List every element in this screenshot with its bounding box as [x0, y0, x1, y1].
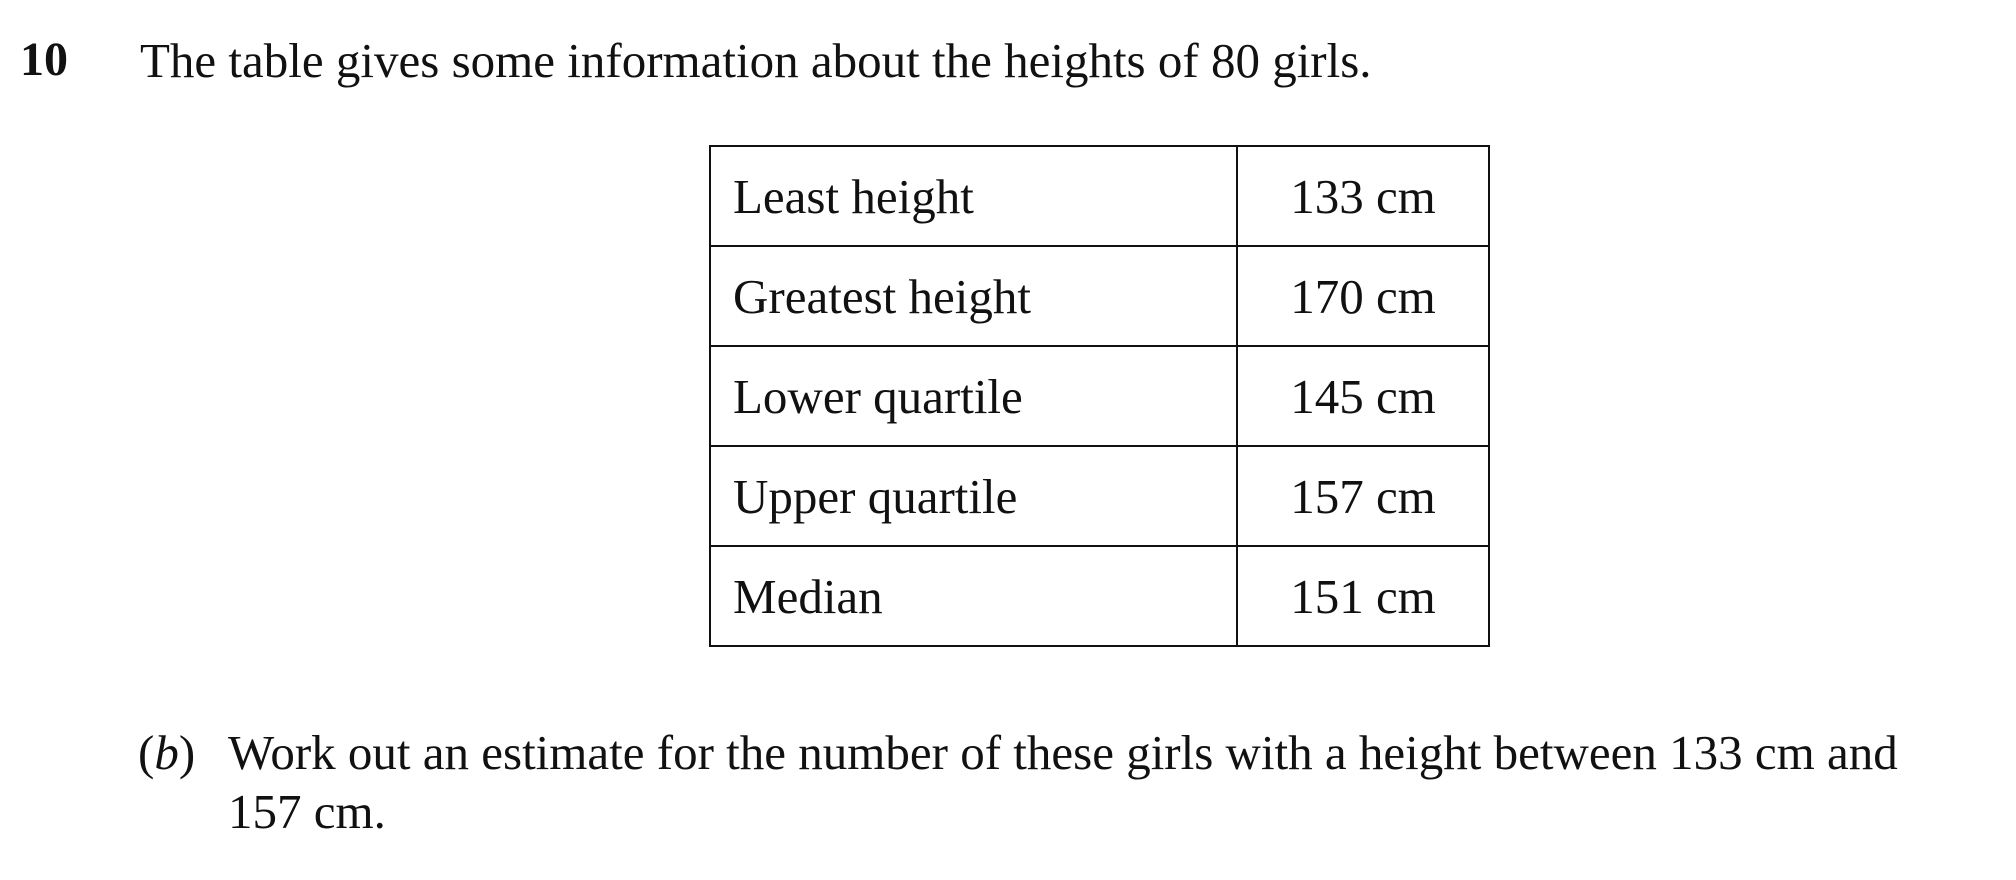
- row-label: Least height: [710, 146, 1237, 246]
- part-b-line-2: 157 cm.: [228, 784, 386, 839]
- row-value: 157 cm: [1237, 446, 1489, 546]
- row-value: 133 cm: [1237, 146, 1489, 246]
- row-value: 170 cm: [1237, 246, 1489, 346]
- row-label: Upper quartile: [710, 446, 1237, 546]
- question-number: 10: [20, 33, 68, 86]
- part-b-label: [138, 725, 196, 780]
- table-row: [710, 446, 1489, 546]
- question-stem: The table gives some information about the heights of 80 girls.: [140, 33, 1372, 88]
- row-label: Median: [710, 546, 1237, 646]
- table-row: [710, 246, 1489, 346]
- part-b-letter: b: [154, 725, 179, 780]
- row-label: Greatest height: [710, 246, 1237, 346]
- table-row: [710, 146, 1489, 246]
- row-value: 145 cm: [1237, 346, 1489, 446]
- part-b-open-paren: (: [138, 725, 155, 780]
- part-b-close-paren: ): [178, 725, 196, 780]
- heights-table: [709, 145, 1490, 647]
- table-row: [710, 346, 1489, 446]
- row-label: Lower quartile: [710, 346, 1237, 446]
- part-b-line-1: Work out an estimate for the number of these girls with a height between 133 cm and: [228, 725, 1898, 780]
- part-b-question: [228, 723, 1928, 841]
- table-row: [710, 546, 1489, 646]
- row-value: 151 cm: [1237, 546, 1489, 646]
